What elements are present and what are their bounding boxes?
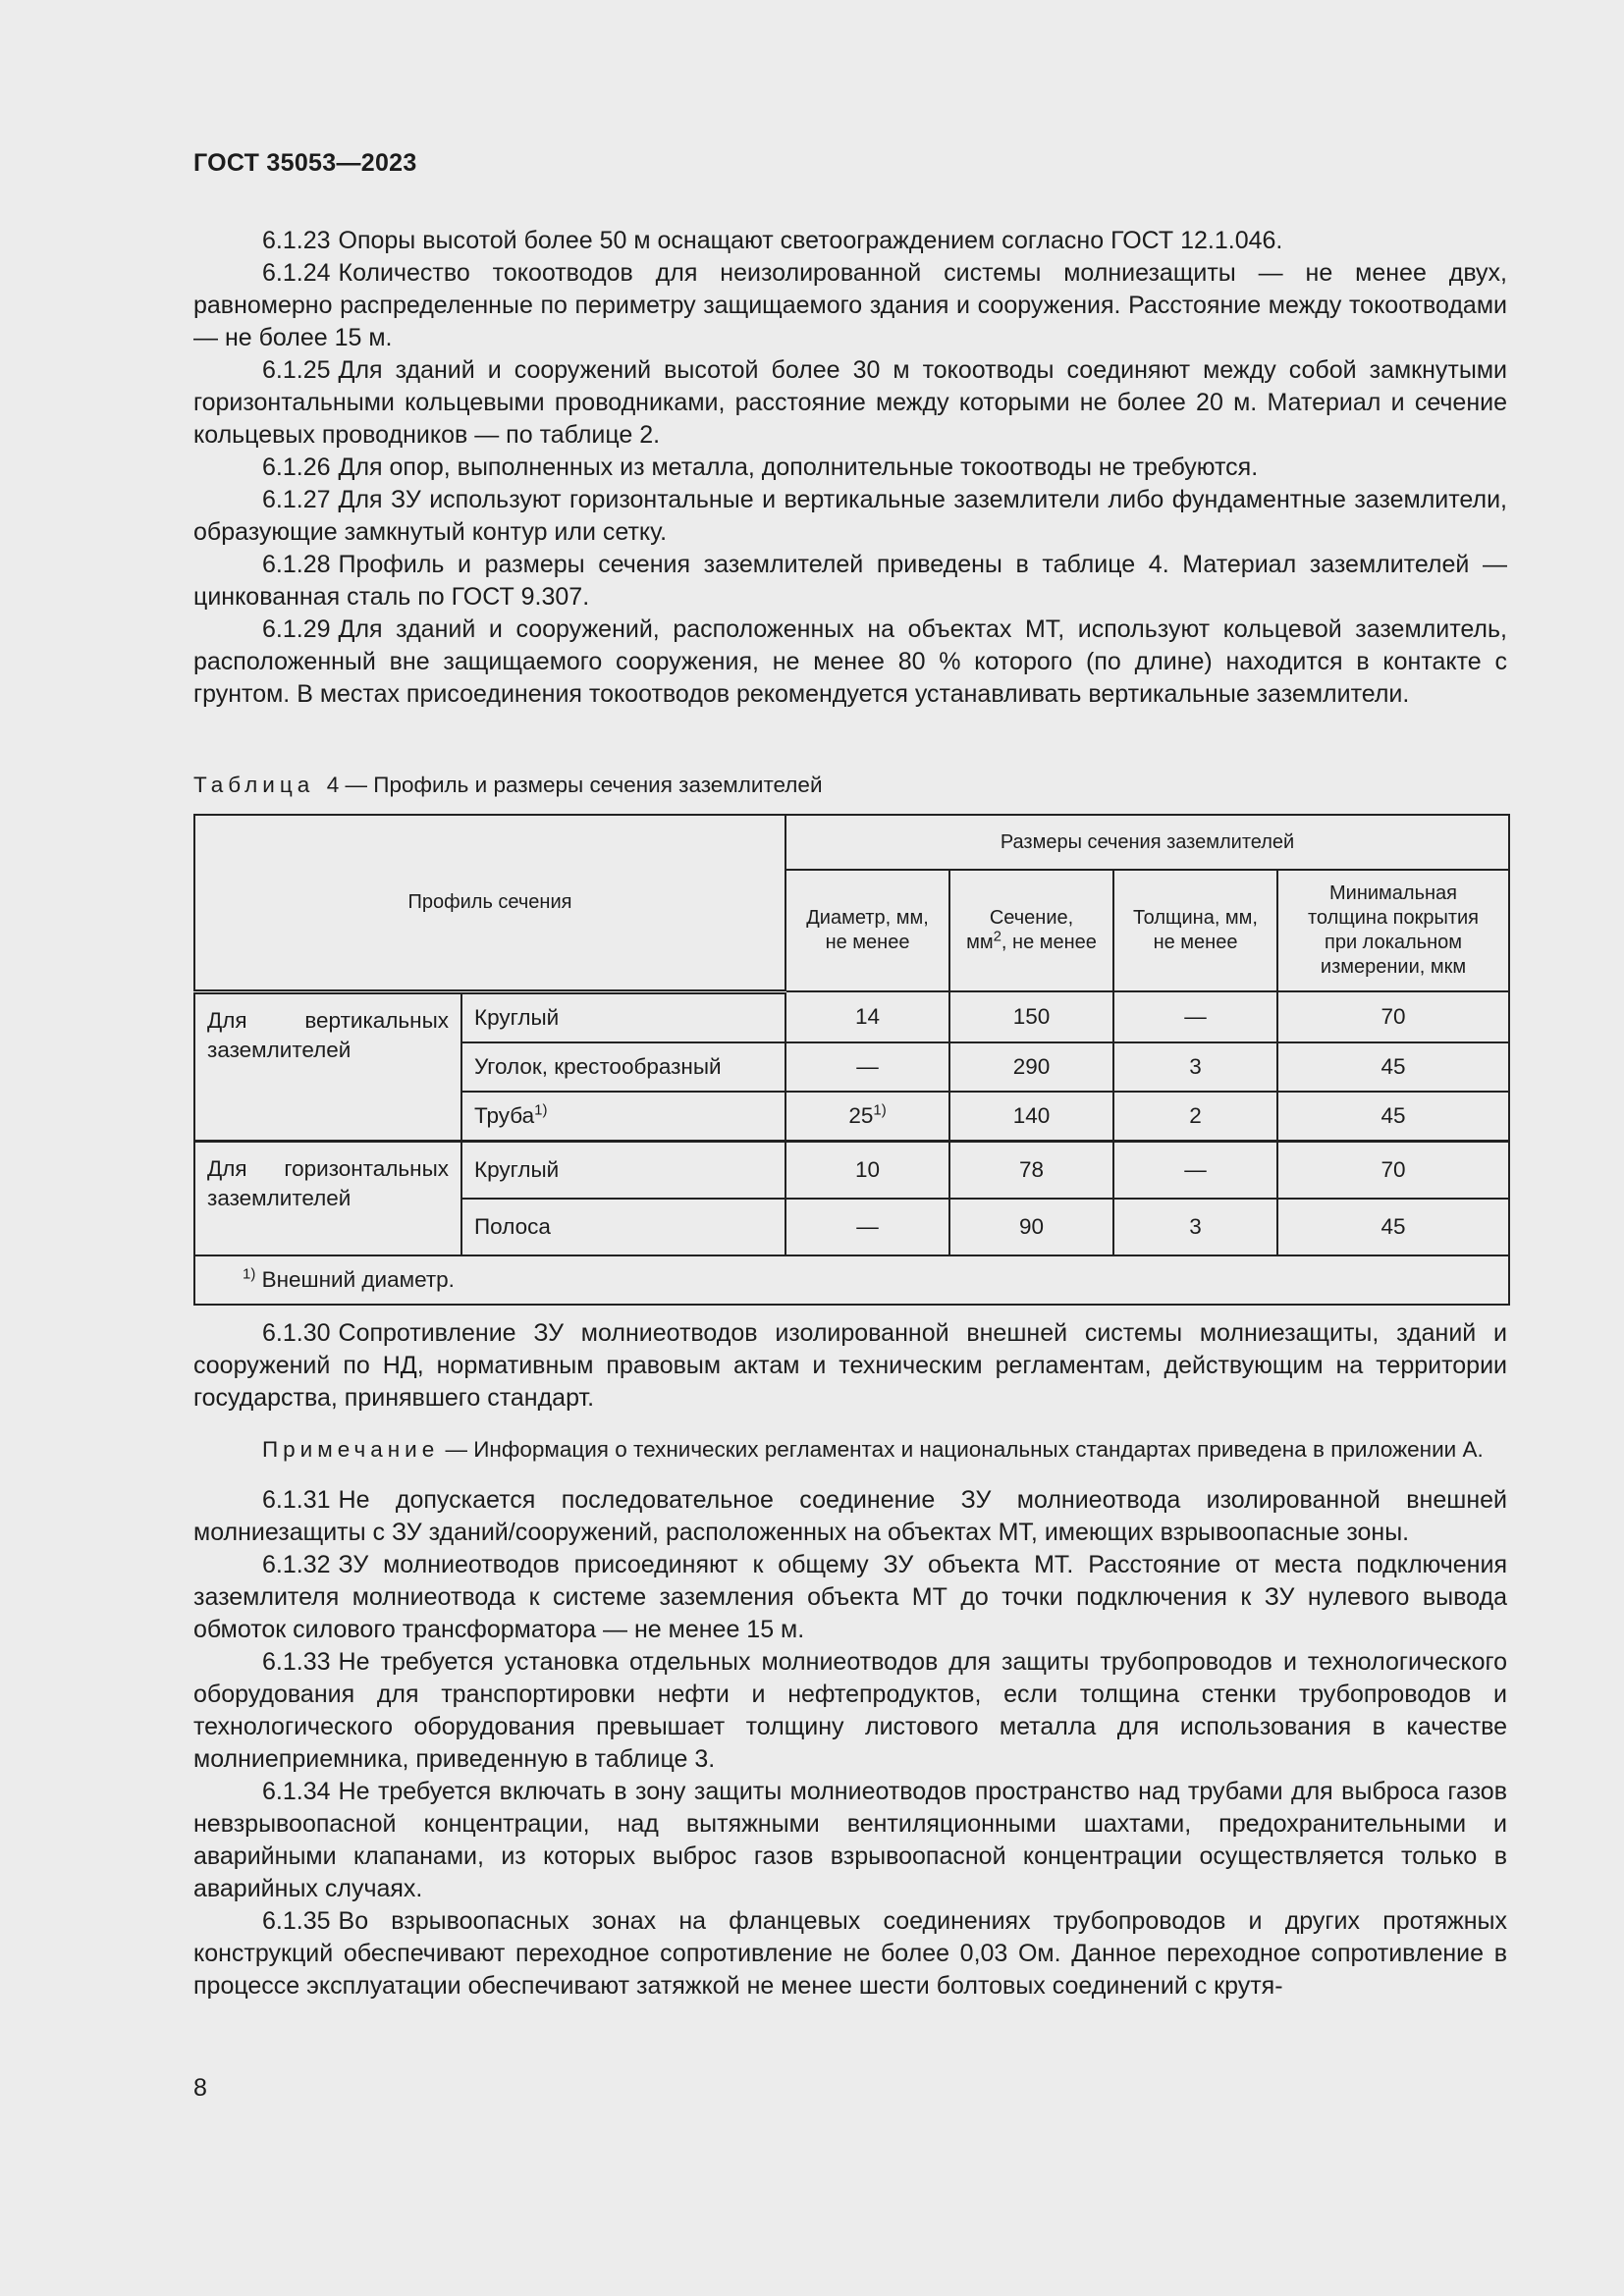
cell-coating: 70 (1277, 1141, 1509, 1199)
clause-text: Сопротивление ЗУ молниеотводов изолированной внешней системы молниезащиты, зданий и сооружений по НД, нормативным правовым актам и техническим регламентам, действующим на территории государства, принявшего стандарт. (193, 1319, 1507, 1412)
clause-text: Во взрывоопасных зонах на фланцевых соединениях трубопроводов и других протяжных конструкций обеспечивают переходное сопротивление не более 0,03 Ом. Данное переходное сопротивление в процессе эксплуатации обеспечивают затяжкой не менее шести болтовых соединений с крутя- (193, 1907, 1507, 2000)
cell-section: 78 (949, 1141, 1113, 1199)
table-caption-word: Таблица (193, 773, 315, 797)
cell-profile: Круглый (461, 1141, 785, 1199)
table-header-row (194, 815, 1509, 870)
paragraph-6-1-26 (193, 452, 1507, 484)
cell-thickness: — (1113, 1141, 1277, 1199)
cell-section: 150 (949, 991, 1113, 1042)
clause-text: Опоры высотой более 50 м оснащают светоограждением согласно ГОСТ 12.1.046. (338, 227, 1283, 254)
clause-number: 6.1.25 (262, 356, 331, 384)
paragraph-6-1-30 (193, 1317, 1507, 1415)
cell-thickness: 3 (1113, 1199, 1277, 1255)
footnote-ref: 1) (534, 1101, 548, 1118)
clause-number: 6.1.33 (262, 1648, 331, 1676)
paragraph-6-1-28 (193, 549, 1507, 614)
clause-number: 6.1.27 (262, 486, 331, 513)
cell-section: 140 (949, 1092, 1113, 1142)
cell-profile (461, 1092, 785, 1142)
clause-number: 6.1.31 (262, 1486, 331, 1514)
cell-section: 90 (949, 1199, 1113, 1255)
cell-diameter: — (785, 1199, 949, 1255)
footnote-mark: 1) (243, 1265, 256, 1282)
clause-number: 6.1.26 (262, 454, 331, 481)
clause-text: Не допускается последовательное соединение ЗУ молниеотвода изолированной внешней молниезащиты с ЗУ зданий/сооружений, расположенных на объектах МТ, имеющих взрывоопасные зоны. (193, 1486, 1507, 1546)
cell-profile-text: Труба (474, 1102, 535, 1128)
footnote-text: Внешний диаметр. (255, 1266, 455, 1292)
cell-profile: Круглый (461, 991, 785, 1042)
note-word: Примечание (262, 1437, 440, 1462)
paragraph-6-1-23 (193, 225, 1507, 257)
paragraph-6-1-33 (193, 1646, 1507, 1776)
cell-coating: 45 (1277, 1199, 1509, 1255)
cell-coating: 45 (1277, 1042, 1509, 1092)
cell-coating: 45 (1277, 1092, 1509, 1142)
paragraph-6-1-27 (193, 484, 1507, 549)
clause-number: 6.1.32 (262, 1551, 331, 1578)
cell-section: 290 (949, 1042, 1113, 1092)
paragraph-6-1-35 (193, 1905, 1507, 2002)
clause-text: Количество токоотводов для неизолированной системы молниезащиты — не менее двух, равномерно распределенные по периметру защищаемого здания и сооружения. Расстояние между токоотводами — не более 15 м. (193, 259, 1507, 351)
header-section-sup: 2 (993, 928, 1001, 945)
header-section-rest: , не менее (1001, 932, 1097, 953)
clause-text: Не требуется включать в зону защиты молниеотводов пространство над трубами для выброса газов невзрывоопасной концентрации, над вытяжными вентиляционными шахтами, предохранительными и аварийными клапанами, из которых выброс газов взрывоопасной концентрации осуществляется только в аварийных случаях. (193, 1778, 1507, 1902)
text-block-bottom (193, 1317, 1507, 2002)
cell-diameter (785, 1092, 949, 1142)
header-dimensions-group: Размеры сечения заземлителей (785, 815, 1509, 870)
cell-profile: Уголок, крестообразный (461, 1042, 785, 1092)
note-paragraph (193, 1434, 1507, 1465)
page-number: 8 (193, 2074, 207, 2102)
cell-thickness: 3 (1113, 1042, 1277, 1092)
clause-number: 6.1.28 (262, 551, 331, 578)
paragraph-6-1-25 (193, 354, 1507, 452)
table-caption (193, 773, 823, 798)
cell-diameter: 10 (785, 1141, 949, 1199)
cell-diameter: 14 (785, 991, 949, 1042)
table-footnote-row (194, 1255, 1509, 1305)
paragraph-6-1-34 (193, 1776, 1507, 1905)
table-row (194, 1141, 1509, 1199)
header-section-unit: мм (966, 932, 994, 953)
clause-number: 6.1.30 (262, 1319, 331, 1347)
clause-number: 6.1.23 (262, 227, 331, 254)
cell-thickness: 2 (1113, 1092, 1277, 1142)
grounding-profile-table (193, 814, 1510, 1306)
cell-coating: 70 (1277, 991, 1509, 1042)
clause-text: Для зданий и сооружений высотой более 30 м токоотводы соединяют между собой замкнутыми горизонтальными кольцевыми проводниками, расстояние между которыми не более 20 м. Материал и сечение кольцевых проводников — по таблице 2. (193, 356, 1507, 449)
clause-text: Не требуется установка отдельных молниеотводов для защиты трубопроводов и технологического оборудования для транспортировки нефти и нефтепродуктов, если толщина стенки трубопроводов и технологического оборудования превышает толщину листового металла для использования в качестве молниеприемника, приведенную в таблице 3. (193, 1648, 1507, 1773)
clause-number: 6.1.24 (262, 259, 331, 287)
header-section-part: Сечение, (989, 907, 1074, 929)
paragraph-6-1-24 (193, 257, 1507, 354)
header-section (949, 870, 1113, 991)
clause-text: Для опор, выполненных из металла, дополнительные токоотводы не требуются. (338, 454, 1259, 481)
header-thickness: Толщина, мм, не менее (1113, 870, 1277, 991)
text-block-top (193, 225, 1507, 711)
cell-thickness: — (1113, 991, 1277, 1042)
header-profile: Профиль сечения (194, 815, 785, 991)
paragraph-6-1-29 (193, 614, 1507, 711)
clause-number: 6.1.35 (262, 1907, 331, 1935)
clause-text: ЗУ молниеотводов присоединяют к общему ЗУ объекта МТ. Расстояние от места подключения заземлителя молниеотвода к системе заземления объекта МТ до точки подключения к ЗУ нулевого вывода обмоток силового трансформатора — не менее 15 м. (193, 1551, 1507, 1643)
clause-text: Профиль и размеры сечения заземлителей приведены в таблице 4. Материал заземлителей — цинкованная сталь по ГОСТ 9.307. (193, 551, 1507, 611)
table-row (194, 991, 1509, 1042)
paragraph-6-1-31 (193, 1484, 1507, 1549)
group-horizontal-label: Для горизонтальных заземлителей (194, 1141, 461, 1255)
table-caption-title: 4 — Профиль и размеры сечения заземлителей (326, 773, 823, 797)
cell-profile: Полоса (461, 1199, 785, 1255)
footnote-ref: 1) (873, 1101, 887, 1118)
note-text: — Информация о технических регламентах и национальных стандартах приведена в приложении А. (439, 1437, 1484, 1462)
clause-number: 6.1.29 (262, 615, 331, 643)
header-coating: Минимальная толщина покрытия при локальном измерении, мкм (1277, 870, 1509, 991)
paragraph-6-1-32 (193, 1549, 1507, 1646)
document-header: ГОСТ 35053—2023 (193, 149, 417, 177)
cell-diameter-text: 25 (848, 1102, 874, 1128)
table-footnote (194, 1255, 1509, 1305)
clause-text: Для зданий и сооружений, расположенных на объектах МТ, используют кольцевой заземлитель, расположенный вне защищаемого сооружения, не менее 80 % которого (по длине) находится в контакте с грунтом. В местах присоединения токоотводов рекомендуется устанавливать вертикальные заземлители. (193, 615, 1507, 708)
cell-diameter: — (785, 1042, 949, 1092)
group-vertical-label: Для вертикальных заземлителей (194, 991, 461, 1141)
clause-number: 6.1.34 (262, 1778, 331, 1805)
header-diameter: Диаметр, мм, не менее (785, 870, 949, 991)
clause-text: Для ЗУ используют горизонтальные и вертикальные заземлители либо фундаментные заземлители, образующие замкнутый контур или сетку. (193, 486, 1507, 546)
